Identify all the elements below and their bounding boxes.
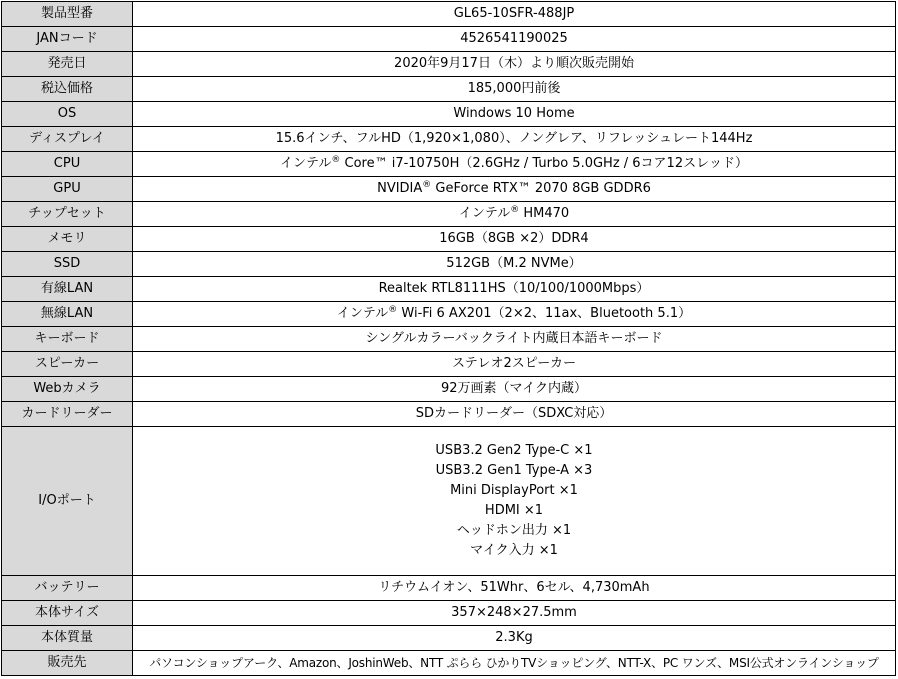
- row-value-wired-lan: Realtek RTL8111HS（10/100/1000Mbps）: [133, 277, 896, 302]
- wifi-detail: Wi-Fi 6 AX201（2×2、11ax、Bluetooth 5.1）: [397, 306, 692, 321]
- row-label-battery: バッテリー: [2, 576, 133, 601]
- table-row: [2, 227, 896, 252]
- wifi-brand: インテル: [336, 306, 389, 321]
- table-row: [2, 302, 896, 327]
- row-label-jan: JANコード: [2, 27, 133, 52]
- row-label-wired-lan: 有線LAN: [2, 277, 133, 302]
- io-port-line: USB3.2 Gen1 Type-A ×3: [435, 463, 593, 478]
- gpu-detail: GeForce RTX™ 2070 8GB GDDR6: [431, 181, 651, 196]
- row-value-release-date: 2020年9月17日（木）より順次販売開始: [133, 52, 896, 77]
- table-row: [2, 252, 896, 277]
- table-row: [2, 626, 896, 651]
- row-label-gpu: GPU: [2, 177, 133, 202]
- chipset-detail: HM470: [519, 206, 570, 221]
- table-row: [2, 177, 896, 202]
- row-label-chipset: チップセット: [2, 202, 133, 227]
- table-row: [2, 651, 896, 676]
- table-row: [2, 327, 896, 352]
- table-row: [2, 427, 896, 576]
- io-port-line: マイク入力 ×1: [470, 543, 558, 558]
- table-row: [2, 52, 896, 77]
- row-label-release-date: 発売日: [2, 52, 133, 77]
- row-value-retailers: パソコンショップアーク、Amazon、JoshinWeb、NTT ぷらら ひかりTVショッピング、NTT-X、PC ワンズ、MSI公式オンラインショップ: [133, 651, 896, 676]
- row-value-weight: 2.3Kg: [133, 626, 896, 651]
- io-port-line: ヘッドホン出力 ×1: [456, 523, 572, 538]
- row-value-model: GL65-10SFR-488JP: [133, 2, 896, 27]
- row-label-dimensions: 本体サイズ: [2, 601, 133, 626]
- row-label-card-reader: カードリーダー: [2, 402, 133, 427]
- table-row: [2, 202, 896, 227]
- table-row: [2, 402, 896, 427]
- chipset-brand: インテル: [458, 206, 511, 221]
- row-label-retailers: 販売先: [2, 651, 133, 676]
- row-label-model: 製品型番: [2, 2, 133, 27]
- table-row: [2, 377, 896, 402]
- table-row: [2, 27, 896, 52]
- row-label-display: ディスプレイ: [2, 127, 133, 152]
- row-value-wireless-lan: [133, 302, 896, 327]
- row-value-jan: 4526541190025: [133, 27, 896, 52]
- row-value-card-reader: SDカードリーダー（SDXC対応）: [133, 402, 896, 427]
- cpu-detail: Core™ i7-10750H（2.6GHz / Turbo 5.0GHz / 6コア12スレッド）: [340, 156, 748, 171]
- row-label-price: 税込価格: [2, 77, 133, 102]
- row-label-webcam: Webカメラ: [2, 377, 133, 402]
- row-label-cpu: CPU: [2, 152, 133, 177]
- cpu-brand: インテル: [280, 156, 332, 171]
- row-label-keyboard: キーボード: [2, 327, 133, 352]
- row-value-keyboard: シングルカラーバックライト内蔵日本語キーボード: [133, 327, 896, 352]
- gpu-brand: NVIDIA: [377, 181, 423, 196]
- row-value-memory: 16GB（8GB ×2）DDR4: [133, 227, 896, 252]
- row-value-battery: リチウムイオン、51Whr、6セル、4,730mAh: [133, 576, 896, 601]
- row-value-chipset: [133, 202, 896, 227]
- table-row: [2, 102, 896, 127]
- row-value-speaker: ステレオ2スピーカー: [133, 352, 896, 377]
- row-value-dimensions: 357×248×27.5mm: [133, 601, 896, 626]
- row-label-memory: メモリ: [2, 227, 133, 252]
- row-label-io-ports: I/Oポート: [2, 427, 133, 576]
- row-label-ssd: SSD: [2, 252, 133, 277]
- spec-table: [1, 1, 896, 676]
- registered-mark: ®: [510, 205, 520, 215]
- table-row: [2, 2, 896, 27]
- row-label-os: OS: [2, 102, 133, 127]
- registered-mark: ®: [388, 305, 398, 315]
- row-label-wireless-lan: 無線LAN: [2, 302, 133, 327]
- row-label-speaker: スピーカー: [2, 352, 133, 377]
- row-label-weight: 本体質量: [2, 626, 133, 651]
- table-row: [2, 352, 896, 377]
- row-value-price: 185,000円前後: [133, 77, 896, 102]
- table-row: [2, 277, 896, 302]
- io-port-line: Mini DisplayPort ×1: [450, 483, 578, 498]
- row-value-os: Windows 10 Home: [133, 102, 896, 127]
- row-value-ssd: 512GB（M.2 NVMe）: [133, 252, 896, 277]
- io-port-line: HDMI ×1: [484, 503, 544, 518]
- table-row: [2, 576, 896, 601]
- io-port-line: USB3.2 Gen2 Type-C ×1: [435, 443, 593, 458]
- registered-mark: ®: [331, 155, 341, 165]
- row-value-display: 15.6インチ、フルHD（1,920×1,080）、ノングレア、リフレッシュレート144Hz: [133, 127, 896, 152]
- row-value-gpu: [133, 177, 896, 202]
- registered-mark: ®: [422, 180, 432, 190]
- table-row: [2, 127, 896, 152]
- table-row: [2, 601, 896, 626]
- table-row: [2, 152, 896, 177]
- row-value-io-ports: [133, 427, 896, 576]
- row-value-webcam: 92万画素（マイク内蔵）: [133, 377, 896, 402]
- row-value-cpu: [133, 152, 896, 177]
- table-row: [2, 77, 896, 102]
